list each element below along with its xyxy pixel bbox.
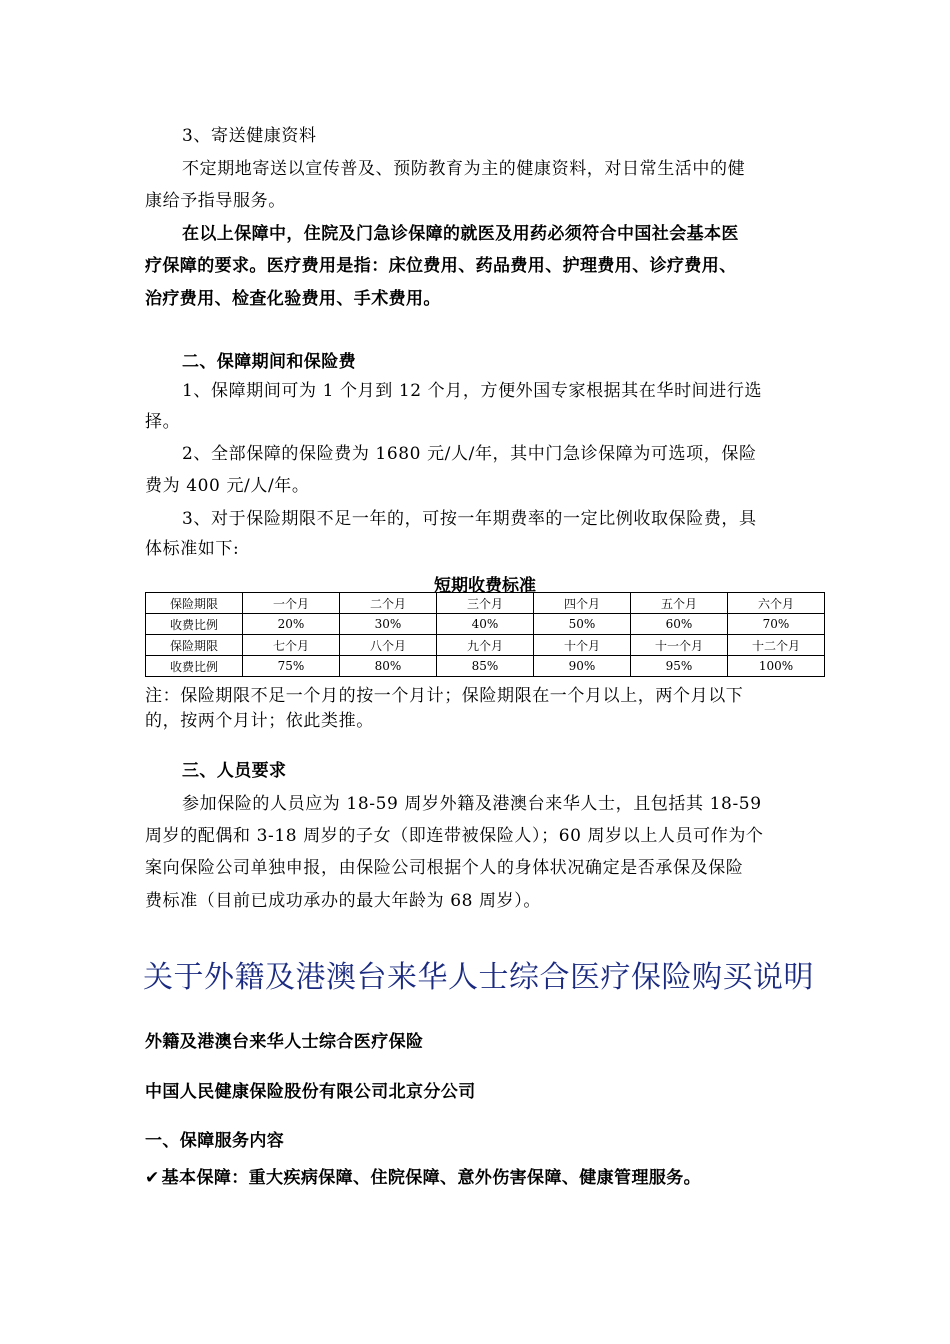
- bold-paragraph-line: 在以上保障中，住院及门急诊保障的就医及用药必须符合中国社会基本医: [182, 224, 739, 244]
- rate-table-row-label: 收费比例: [146, 614, 243, 635]
- checkmark-icon: ✔: [145, 1168, 160, 1188]
- table-note-line: 的，按两个月计；依此类推。: [145, 711, 374, 731]
- paragraph-line: 周岁的配偶和 3-18 周岁的子女（即连带被保险人）；60 周岁以上人员可作为个: [145, 826, 764, 846]
- rate-table-cell: 十个月: [534, 635, 631, 656]
- product-name: 外籍及港澳台来华人士综合医疗保险: [145, 1032, 424, 1052]
- bold-paragraph-line: 疗保障的要求。医疗费用是指：床位费用、药品费用、护理费用、诊疗费用、: [145, 256, 737, 276]
- company-name: 中国人民健康保险股份有限公司北京分公司: [145, 1082, 476, 1102]
- bold-paragraph-line: 治疗费用、检查化验费用、手术费用。: [145, 289, 441, 309]
- paragraph-line: 康给予指导服务。: [145, 191, 286, 211]
- service-section-heading: 一、保障服务内容: [145, 1131, 285, 1151]
- basic-coverage-line: [145, 1168, 701, 1188]
- rate-table-cell: 80%: [340, 656, 437, 677]
- basic-coverage-text: 基本保障：重大疾病保障、住院保障、意外伤害保障、健康管理服务。: [161, 1168, 702, 1188]
- rate-table-cell: 十二个月: [728, 635, 825, 656]
- rate-table-cell: 六个月: [728, 593, 825, 614]
- rate-table-row: [146, 656, 825, 677]
- paragraph-line: 3、对于保险期限不足一年的，可按一年期费率的一定比例收取保险费，具: [182, 509, 757, 529]
- paragraph-line: 参加保险的人员应为 18-59 周岁外籍及港澳台来华人士，且包括其 18-59: [182, 794, 762, 814]
- rate-table-cell: 40%: [437, 614, 534, 635]
- paragraph-line: 体标准如下:: [145, 539, 240, 559]
- rate-table-cell: 八个月: [340, 635, 437, 656]
- rate-table-cell: 一个月: [243, 593, 340, 614]
- rate-table-title: 短期收费标准: [434, 576, 536, 596]
- paragraph-line: 1、保障期间可为 1 个月到 12 个月，方便外国专家根据其在华时间进行选: [182, 381, 763, 401]
- rate-table-cell: 85%: [437, 656, 534, 677]
- rate-table-cell: 二个月: [340, 593, 437, 614]
- people-section-heading: 三、人员要求: [182, 761, 287, 781]
- rate-table: [145, 592, 825, 677]
- rate-table-cell: 三个月: [437, 593, 534, 614]
- rate-table-cell: 60%: [631, 614, 728, 635]
- rate-table-row-label: 保险期限: [146, 635, 243, 656]
- rate-table-cell: 五个月: [631, 593, 728, 614]
- table-note-line: 注：保险期限不足一个月的按一个月计；保险期限在一个月以上，两个月以下: [145, 686, 744, 706]
- period-section-heading: 二、保障期间和保险费: [182, 352, 356, 372]
- rate-table-cell: 75%: [243, 656, 340, 677]
- rate-table-cell: 九个月: [437, 635, 534, 656]
- rate-table-cell: 十一个月: [631, 635, 728, 656]
- paragraph-line: 费标准（目前已成功承办的最大年龄为 68 周岁）。: [145, 891, 541, 911]
- rate-table-cell: 100%: [728, 656, 825, 677]
- rate-table-row-label: 收费比例: [146, 656, 243, 677]
- rate-table-cell: 95%: [631, 656, 728, 677]
- rate-table-cell: 四个月: [534, 593, 631, 614]
- paragraph-line: 择。: [145, 412, 181, 432]
- health-material-heading: 3、寄送健康资料: [182, 126, 317, 146]
- rate-table-cell: 50%: [534, 614, 631, 635]
- rate-table-row: [146, 593, 825, 614]
- rate-table-cell: 30%: [340, 614, 437, 635]
- rate-table-cell: 90%: [534, 656, 631, 677]
- paragraph-line: 2、全部保障的保险费为 1680 元/人/年，其中门急诊保障为可选项，保险: [182, 444, 757, 464]
- paragraph-line: 不定期地寄送以宣传普及、预防教育为主的健康资料，对日常生活中的健: [182, 159, 746, 179]
- rate-table-cell: 20%: [243, 614, 340, 635]
- paragraph-line: 费为 400 元/人/年。: [145, 476, 310, 496]
- rate-table-cell: 七个月: [243, 635, 340, 656]
- rate-table-row-label: 保险期限: [146, 593, 243, 614]
- rate-table-row: [146, 614, 825, 635]
- rate-table-row: [146, 635, 825, 656]
- rate-table-cell: 70%: [728, 614, 825, 635]
- purchase-guide-title: 关于外籍及港澳台来华人士综合医疗保险购买说明: [143, 960, 814, 995]
- paragraph-line: 案向保险公司单独申报，由保险公司根据个人的身体状况确定是否承保及保险: [145, 858, 744, 878]
